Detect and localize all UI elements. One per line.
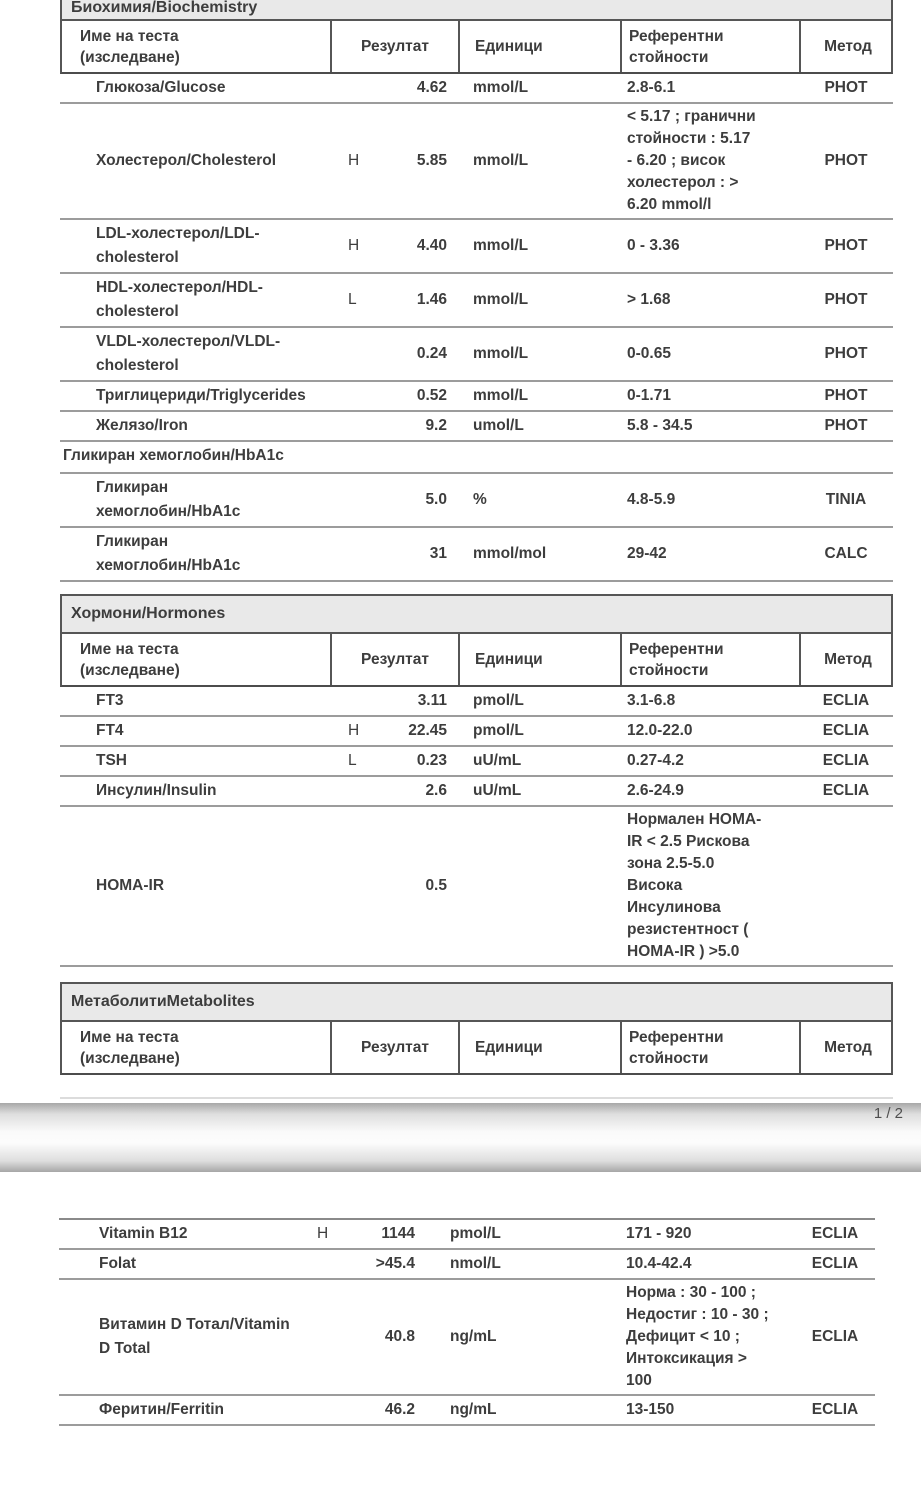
test-name-line: FT3 <box>96 692 124 709</box>
test-row <box>60 382 893 412</box>
header-text: Референтни <box>629 27 724 45</box>
header-cell-method: Метод <box>824 1039 872 1056</box>
result-flag: L <box>348 752 357 769</box>
units-cell: % <box>473 491 487 508</box>
reference-line: 4.8-5.9 <box>627 491 676 508</box>
units-cell: ng/mL <box>450 1328 497 1345</box>
reference-line: 171 - 920 <box>626 1225 692 1242</box>
test-name-cell <box>60 384 330 408</box>
reference-line: 0.27-4.2 <box>627 752 684 769</box>
result-flag: H <box>348 152 360 169</box>
result-value: 2.6 <box>425 782 447 799</box>
reference-line: 0-1.71 <box>627 387 671 404</box>
units-cell: uU/mL <box>473 782 522 799</box>
result-value: 0.24 <box>416 345 447 362</box>
reference-cell <box>620 749 799 773</box>
units-cell: mmol/L <box>473 291 529 308</box>
column-header-row <box>60 634 893 687</box>
test-row <box>60 747 893 777</box>
reference-line: зона 2.5-5.0 <box>627 855 715 872</box>
test-row <box>60 74 893 104</box>
subsection-label: Гликиран хемоглобин/HbA1c <box>63 447 284 464</box>
test-row <box>60 474 893 528</box>
section-metabolites <box>60 982 893 1075</box>
reference-line: IR < 2.5 Рискова <box>627 833 750 850</box>
test-row <box>60 412 893 442</box>
test-row <box>60 274 893 328</box>
test-name-cell <box>60 414 330 438</box>
units-cell: nmol/L <box>450 1255 501 1272</box>
reference-line: 2.8-6.1 <box>627 79 676 96</box>
units-cell: mmol/L <box>473 345 529 362</box>
header-text: Име на теста <box>80 1028 179 1046</box>
method-cell: PHOT <box>824 291 868 308</box>
method-cell: PHOT <box>824 237 868 254</box>
test-name-line: cholesterol <box>96 357 179 374</box>
header-text: Референтни <box>629 1028 724 1046</box>
reference-cell <box>620 276 799 324</box>
result-cell <box>330 330 458 378</box>
units-cell: uU/mL <box>473 752 522 769</box>
method-cell: ECLIA <box>822 722 870 739</box>
reference-line: Дефицит < 10 ; <box>626 1328 740 1345</box>
test-name-line: HDL-холестерол/HDL- <box>96 279 263 296</box>
test-name-cell <box>59 1252 305 1276</box>
test-name-line: Folat <box>99 1255 137 1272</box>
section-hormones <box>60 594 893 967</box>
result-cell <box>305 1252 425 1276</box>
test-name-cell <box>60 809 330 963</box>
test-name-line: cholesterol <box>96 249 179 266</box>
reference-line: резистентност ( <box>627 921 749 938</box>
units-cell: pmol/L <box>450 1225 501 1242</box>
section-header-biochemistry <box>60 0 893 21</box>
reference-line: > 1.68 <box>627 291 671 308</box>
result-value: 0.5 <box>425 877 447 894</box>
reference-line: 5.8 - 34.5 <box>627 417 693 434</box>
result-cell <box>330 106 458 216</box>
reference-line: 29-42 <box>627 545 667 562</box>
result-flag: L <box>348 291 357 308</box>
result-value: 40.8 <box>384 1328 415 1345</box>
section-title: Биохимия/Biochemistry <box>71 0 258 16</box>
test-name-cell <box>60 76 330 100</box>
column-header-row <box>60 1022 893 1075</box>
reference-line: Норма : 30 - 100 ; <box>626 1284 756 1301</box>
units-cell: mmol/L <box>473 152 529 169</box>
method-cell: PHOT <box>824 152 868 169</box>
reference-line: холестерол : > <box>627 174 739 191</box>
test-name-line: TSH <box>96 752 127 769</box>
test-name-cell <box>59 1398 305 1422</box>
units-cell: mmol/L <box>473 237 529 254</box>
test-name-line: хемоглобин/HbA1c <box>96 503 241 520</box>
method-cell: ECLIA <box>811 1401 859 1418</box>
method-cell: CALC <box>824 545 868 562</box>
column-header-row <box>60 21 893 74</box>
test-row <box>60 717 893 747</box>
result-cell <box>330 530 458 578</box>
result-value: 46.2 <box>384 1401 415 1418</box>
units-cell: mmol/L <box>473 79 529 96</box>
test-name-cell <box>60 719 330 743</box>
units-cell: pmol/L <box>473 692 524 709</box>
result-value: 5.0 <box>425 491 447 508</box>
test-row <box>59 1250 875 1280</box>
result-value: 5.85 <box>416 152 447 169</box>
test-name-cell <box>59 1222 305 1246</box>
method-cell: TINIA <box>825 491 867 508</box>
header-text: Референтни <box>629 640 724 658</box>
test-name-line: Желязо/Iron <box>96 417 188 434</box>
header-cell-units: Единици <box>460 634 622 685</box>
test-name-cell <box>60 530 330 578</box>
reference-line: 3.1-6.8 <box>627 692 676 709</box>
result-cell <box>330 222 458 270</box>
reference-line: 13-150 <box>626 1401 675 1418</box>
header-text: стойности <box>629 661 709 679</box>
result-value: 4.62 <box>416 79 447 96</box>
test-name-line: Инсулин/Insulin <box>96 782 217 799</box>
method-cell: PHOT <box>824 417 868 434</box>
header-text: (изследване) <box>80 1049 180 1067</box>
reference-cell <box>620 76 799 100</box>
test-row <box>60 777 893 807</box>
units-cell: pmol/L <box>473 722 524 739</box>
test-name-cell <box>60 106 330 216</box>
section-title: МетаболитиMetabolites <box>71 993 255 1010</box>
reference-cell <box>610 1252 795 1276</box>
section-header-hormones <box>60 594 893 634</box>
reference-line: стойности : 5.17 <box>627 130 751 147</box>
result-cell <box>305 1398 425 1422</box>
test-name-line: Vitamin B12 <box>99 1225 188 1242</box>
test-name-line: D Total <box>99 1340 151 1357</box>
test-name-line: Глюкоза/Glucose <box>96 79 226 96</box>
result-cell <box>330 689 458 713</box>
reference-line: - 6.20 ; висок <box>627 152 726 169</box>
result-cell <box>330 779 458 803</box>
units-cell: mmol/L <box>473 387 529 404</box>
test-row <box>59 1220 875 1250</box>
header-cell-reference <box>622 1022 801 1073</box>
result-value: 31 <box>429 545 447 562</box>
test-name-line: Феритин/Ferritin <box>99 1401 225 1418</box>
reference-line: 2.6-24.9 <box>627 782 684 799</box>
method-cell: ECLIA <box>822 782 870 799</box>
reference-cell <box>620 530 799 578</box>
units-cell: umol/L <box>473 417 524 434</box>
test-row <box>60 807 893 967</box>
header-cell-method: Метод <box>824 651 872 668</box>
header-cell-reference <box>622 21 801 72</box>
reference-line: Инсулинова <box>627 899 721 916</box>
test-name-line: LDL-холестерол/LDL- <box>96 225 260 242</box>
result-value: 1.46 <box>416 291 447 308</box>
units-cell <box>458 809 620 963</box>
test-name-line: Гликиран <box>96 533 169 550</box>
header-cell-method: Метод <box>824 38 872 55</box>
reference-line: 0-0.65 <box>627 345 671 362</box>
units-cell: mmol/mol <box>473 545 547 562</box>
header-text: стойности <box>629 1049 709 1067</box>
header-text: стойности <box>629 48 709 66</box>
result-value: 3.11 <box>417 692 447 709</box>
result-cell <box>305 1222 425 1246</box>
header-cell-test-name <box>62 1022 332 1073</box>
test-name-cell <box>60 476 330 524</box>
header-cell-result: Резултат <box>332 1022 460 1073</box>
result-value: 22.45 <box>408 722 447 739</box>
result-value: 0.23 <box>416 752 447 769</box>
units-cell: ng/mL <box>450 1401 497 1418</box>
lab-results-table-page2 <box>59 1218 875 1426</box>
reference-cell <box>620 384 799 408</box>
method-cell: PHOT <box>824 79 868 96</box>
test-name-cell <box>60 749 330 773</box>
result-value: 1144 <box>381 1225 415 1242</box>
result-cell <box>330 76 458 100</box>
test-name-line: VLDL-холестерол/VLDL- <box>96 333 281 350</box>
header-cell-units: Единици <box>460 1022 622 1073</box>
test-name-line: Холестерол/Cholesterol <box>96 152 277 169</box>
header-cell-result: Резултат <box>332 21 460 72</box>
test-name-line: хемоглобин/HbA1c <box>96 557 241 574</box>
reference-line: Интоксикация > <box>626 1350 747 1367</box>
header-text: Име на теста <box>80 27 179 45</box>
result-value: >45.4 <box>375 1255 415 1272</box>
reference-line: HOMA-IR ) >5.0 <box>627 943 740 960</box>
method-cell: ECLIA <box>811 1328 859 1345</box>
reference-cell <box>620 414 799 438</box>
reference-line: 12.0-22.0 <box>627 722 693 739</box>
reference-line: 10.4-42.4 <box>626 1255 692 1272</box>
result-cell <box>305 1282 425 1392</box>
header-text: (изследване) <box>80 661 180 679</box>
result-cell <box>330 749 458 773</box>
test-row <box>59 1396 875 1426</box>
method-cell: ECLIA <box>822 692 870 709</box>
test-row <box>60 528 893 582</box>
reference-cell <box>620 476 799 524</box>
test-name-line: Витамин D Тотал/Vitamin <box>99 1316 290 1333</box>
reference-line: < 5.17 ; гранични <box>627 108 756 125</box>
result-cell <box>330 809 458 963</box>
test-row <box>60 104 893 220</box>
test-name-line: cholesterol <box>96 303 179 320</box>
result-cell <box>330 276 458 324</box>
reference-line: 6.20 mmol/l <box>627 196 712 213</box>
test-name-line: Триглицериди/Triglycerides <box>96 387 306 404</box>
section-title: Хормони/Hormones <box>71 605 226 622</box>
method-cell: ECLIA <box>811 1225 859 1242</box>
test-name-line: HOMA-IR <box>96 877 165 894</box>
section-header-metabolites <box>60 982 893 1022</box>
result-value: 9.2 <box>425 417 447 434</box>
result-value: 4.40 <box>416 237 447 254</box>
result-cell <box>330 384 458 408</box>
reference-cell <box>620 719 799 743</box>
test-name-cell <box>60 330 330 378</box>
result-flag: H <box>348 722 360 739</box>
result-flag: H <box>317 1225 329 1242</box>
test-row <box>59 1280 875 1396</box>
page-indicator: 1 / 2 <box>873 1105 903 1122</box>
header-cell-test-name <box>62 634 332 685</box>
test-name-line: FT4 <box>96 722 124 739</box>
test-name-cell <box>60 222 330 270</box>
test-name-cell <box>60 779 330 803</box>
result-flag: H <box>348 237 360 254</box>
test-name-cell <box>59 1282 305 1392</box>
page-2 <box>0 1218 921 1502</box>
reference-line: Висока <box>627 877 683 894</box>
reference-cell <box>620 106 799 216</box>
result-value: 0.52 <box>416 387 447 404</box>
header-cell-units: Единици <box>460 21 622 72</box>
header-text: (изследване) <box>80 48 180 66</box>
result-cell <box>330 476 458 524</box>
reference-cell <box>610 1222 795 1246</box>
header-cell-test-name <box>62 21 332 72</box>
reference-cell <box>620 809 799 963</box>
test-name-cell <box>60 689 330 713</box>
reference-line: Недостиг : 10 - 30 ; <box>626 1306 769 1323</box>
test-name-line: Гликиран <box>96 479 169 496</box>
reference-cell <box>620 222 799 270</box>
section-biochemistry <box>60 0 893 582</box>
test-row <box>60 328 893 382</box>
method-cell: ECLIA <box>811 1255 859 1272</box>
method-cell <box>799 809 893 963</box>
test-row <box>60 220 893 274</box>
header-text: Име на теста <box>80 640 179 658</box>
lab-results-tables-page1 <box>60 0 893 1075</box>
footer-divider <box>60 1097 893 1099</box>
reference-line: Нормален HOMA- <box>627 811 762 828</box>
header-cell-result: Резултат <box>332 634 460 685</box>
reference-cell <box>620 779 799 803</box>
result-cell <box>330 414 458 438</box>
reference-cell <box>610 1282 795 1392</box>
reference-cell <box>620 330 799 378</box>
method-cell: PHOT <box>824 345 868 362</box>
reference-line: 0 - 3.36 <box>627 237 680 254</box>
header-cell-reference <box>622 634 801 685</box>
method-cell: ECLIA <box>822 752 870 769</box>
subsection-row <box>60 442 893 474</box>
test-row <box>60 687 893 717</box>
reference-cell <box>620 689 799 713</box>
reference-line: 100 <box>626 1372 652 1389</box>
result-cell <box>330 719 458 743</box>
method-cell: PHOT <box>824 387 868 404</box>
test-name-cell <box>60 276 330 324</box>
reference-cell <box>610 1398 795 1422</box>
